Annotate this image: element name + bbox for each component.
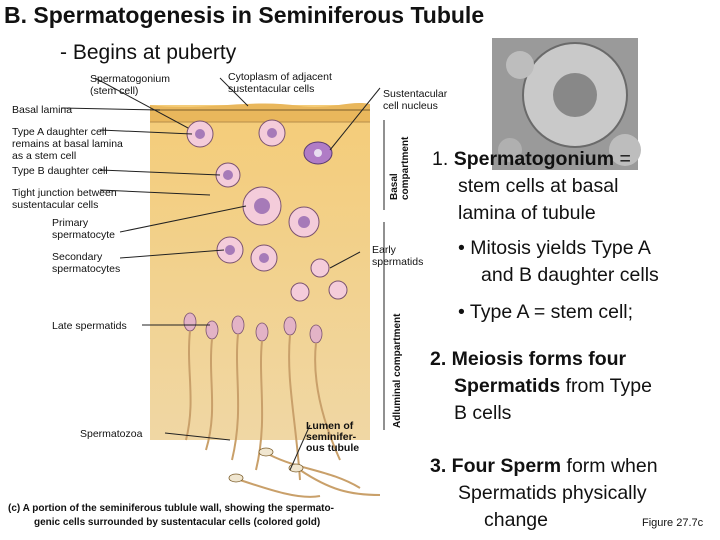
basal-lamina-label: Basal lamina	[12, 104, 73, 116]
point-1-line-1: 1. Spermatogonium =	[432, 148, 631, 170]
point-3-line-3: change	[484, 509, 548, 531]
early-spermatids-label: Early spermatids	[372, 244, 424, 268]
type-b-label: Type B daughter cell	[12, 165, 108, 177]
bullet-type-a: • Type A = stem cell;	[458, 301, 634, 323]
point-2-line-1: 2. Meiosis forms four	[430, 348, 627, 370]
caption-line-2: genic cells surrounded by sustentacular cells (colored gold)	[34, 517, 321, 528]
point-1-line-3: lamina of tubule	[458, 202, 596, 224]
secondary-spermatocytes-label: Secondary spermatocytes	[52, 251, 121, 275]
figure-caption	[8, 502, 334, 530]
point-3-line-1: 3. Four Sperm form when	[430, 455, 658, 477]
slide-title: B. Spermatogenesis in Seminiferous Tubule	[4, 2, 485, 28]
cytoplasm-label: Cytoplasm of adjacent sustentacular cells	[228, 71, 332, 95]
point-3-line-2: Spermatids physically	[458, 482, 647, 504]
point-2-line-2: Spermatids from Type	[454, 375, 652, 397]
bullet-mitosis-line-2: and B daughter cells	[481, 264, 659, 286]
spermatozoa-label: Spermatozoa	[80, 428, 143, 440]
figure-number: Figure 27.7c	[642, 517, 704, 529]
point-1-line-2: stem cells at basal	[458, 175, 619, 197]
point-2-line-3: B cells	[454, 402, 512, 424]
basal-compartment-label: Basal compartment	[389, 136, 411, 200]
primary-spermatocyte-label: Primary spermatocyte	[52, 217, 116, 241]
adluminal-compartment-label: Adluminal compartment	[392, 313, 403, 428]
caption-line-1: (c) A portion of the seminiferous tublule wall, showing the spermato-	[8, 503, 334, 514]
sustentacular-nucleus-label: Sustentacular cell nucleus	[383, 88, 448, 112]
bullet-mitosis: • Mitosis yields Type A	[458, 237, 651, 259]
spermatogonium-label: Spermatogonium (stem cell)	[90, 73, 170, 97]
tight-junction-label: Tight junction between sustentacular cells	[12, 187, 117, 211]
type-a-label: Type A daughter cell remains at basal lamina as a stem cell	[12, 126, 123, 162]
lumen-label: Lumen of seminifer- ous tubule	[306, 420, 360, 454]
late-spermatids-label: Late spermatids	[52, 320, 127, 332]
slide-subtitle: - Begins at puberty	[60, 41, 237, 64]
